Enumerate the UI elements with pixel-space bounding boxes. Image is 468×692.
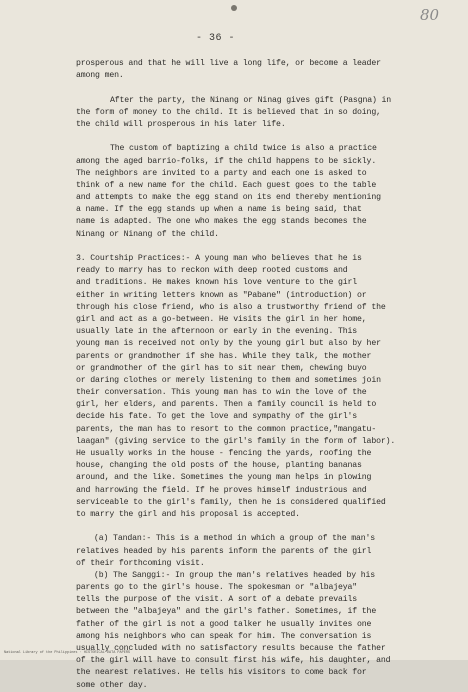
text-line: some other day. — [76, 680, 148, 690]
text-line: The custom of baptizing a child twice is also a practice — [110, 144, 377, 154]
text-line: of their forthcoming visit. — [76, 558, 205, 568]
text-line: relatives headed by his parents inform the parents of the girl — [76, 546, 372, 556]
text-line: the child will prosperous in his later life. — [76, 119, 286, 129]
text-line: name is adapted. The one who makes the egg stands becomes the — [76, 217, 367, 227]
text-line: think of a new name for the child. Each guest goes to the table — [76, 180, 377, 190]
text-line: the form of money to the child. It is believed that in so doing, — [76, 107, 381, 117]
page-number: - 36 - — [196, 33, 236, 44]
text-line: either in writing letters known as "Pabane" (introduction) or — [76, 290, 367, 300]
text-line: to marry the girl and his proposal is accepted. — [76, 509, 300, 519]
section-courtship-practices — [76, 253, 448, 521]
text-line: laagan" (giving service to the girl's family in the form of labor). — [76, 436, 396, 446]
text-line: girl, her elders, and parents. Then a family council is held to — [76, 400, 377, 410]
paragraph — [76, 58, 448, 82]
text-line: their conversation. This young man has to win the love of the — [76, 388, 367, 398]
text-line: usually concluded with no satisfactory results because the father — [76, 644, 386, 653]
text-line: house, changing the old posts of the house, planting bananas — [76, 461, 362, 471]
paragraph — [76, 143, 448, 241]
document-body — [76, 58, 448, 692]
text-line: among his neighbors who can speak for him. The conversation is — [76, 631, 372, 641]
text-line: (b) The Sanggi:- In group the man's relatives headed by his — [94, 570, 376, 580]
text-line: parents, the man has to resort to the common practice,"mangatu- — [76, 424, 377, 434]
text-line: The neighbors are invited to a party and each one is asked to — [76, 168, 367, 178]
text-line: father of the girl is not a good talker he usually invites one — [76, 619, 372, 629]
text-line: girl and act as a go-between. He visits the girl in her home, — [76, 314, 367, 324]
text-line: and traditions. He makes known his love venture to the girl — [76, 278, 358, 288]
subsection-tandan — [76, 533, 448, 570]
text-line: usually late in the afternoon or early in the evening. This — [76, 327, 358, 337]
text-line: decide his fate. To get the love and sympathy of the girl's — [76, 412, 358, 422]
text-line: 3. Courtship Practices:- A young man who believes that he is — [76, 254, 362, 263]
subsection-sanggi — [76, 570, 448, 692]
text-line: Ninang or Ninang of the child. — [76, 229, 219, 239]
text-line: the nearest relatives. He tells his visitors to come back for — [76, 668, 367, 678]
text-line: He usually works in the house - fencing the yards, roofing the — [76, 449, 372, 458]
text-line: around, and the like. Sometimes the young man helps in plowing — [76, 473, 372, 483]
text-line: parents go to the girl's house. The spokesman or "albajeya" — [76, 583, 358, 593]
text-line: between the "albajeya" and the girl's father. Sometimes, if the — [76, 607, 377, 617]
archive-footer: National Library of the Philippines · HISTORICAL DATA PAPERS — [4, 651, 131, 655]
text-line: parents or grandmother if she has. While they talk, the mother — [76, 351, 372, 361]
text-line: and attempts to make the egg stand on its end thereby mentioning — [76, 193, 381, 203]
paragraph — [76, 95, 448, 132]
text-line: After the party, the Ninang or Ninag gives gift (Pasgna) in — [110, 95, 392, 105]
text-line: young man is received not only by the young girl but also by her — [76, 339, 381, 349]
text-line: ready to marry has to reckon with deep rooted customs and — [76, 266, 348, 276]
text-line: a name. If the egg stands up when a name is being said, that — [76, 205, 362, 215]
text-line: or daring clothes or merely listening to them and sometimes join — [76, 375, 381, 385]
text-line: through his close friend, who is also a trustworthy friend of the — [76, 302, 386, 312]
text-line: or grandmother of the girl has to sit near them, chewing buyo — [76, 363, 367, 373]
punch-hole — [231, 5, 237, 11]
text-line: of the girl will have to consult first his wife, his daughter, and — [76, 656, 391, 666]
text-line: among men. — [76, 71, 124, 81]
handwritten-page-number: 80 — [420, 6, 440, 24]
text-line: among the aged barrio-folks, if the child happens to be sickly. — [76, 156, 377, 166]
text-line: (a) Tandan:- This is a method in which a group of the man's — [94, 534, 376, 544]
text-line: and harrowing the field. If he proves himself industrious and — [76, 485, 367, 495]
text-line: prosperous and that he will live a long life, or become a leader — [76, 59, 381, 68]
text-line: tells the purpose of the visit. A sort of a debate prevails — [76, 595, 358, 605]
text-line: serviceable to the girl's family, then he is considered qualified — [76, 497, 386, 507]
